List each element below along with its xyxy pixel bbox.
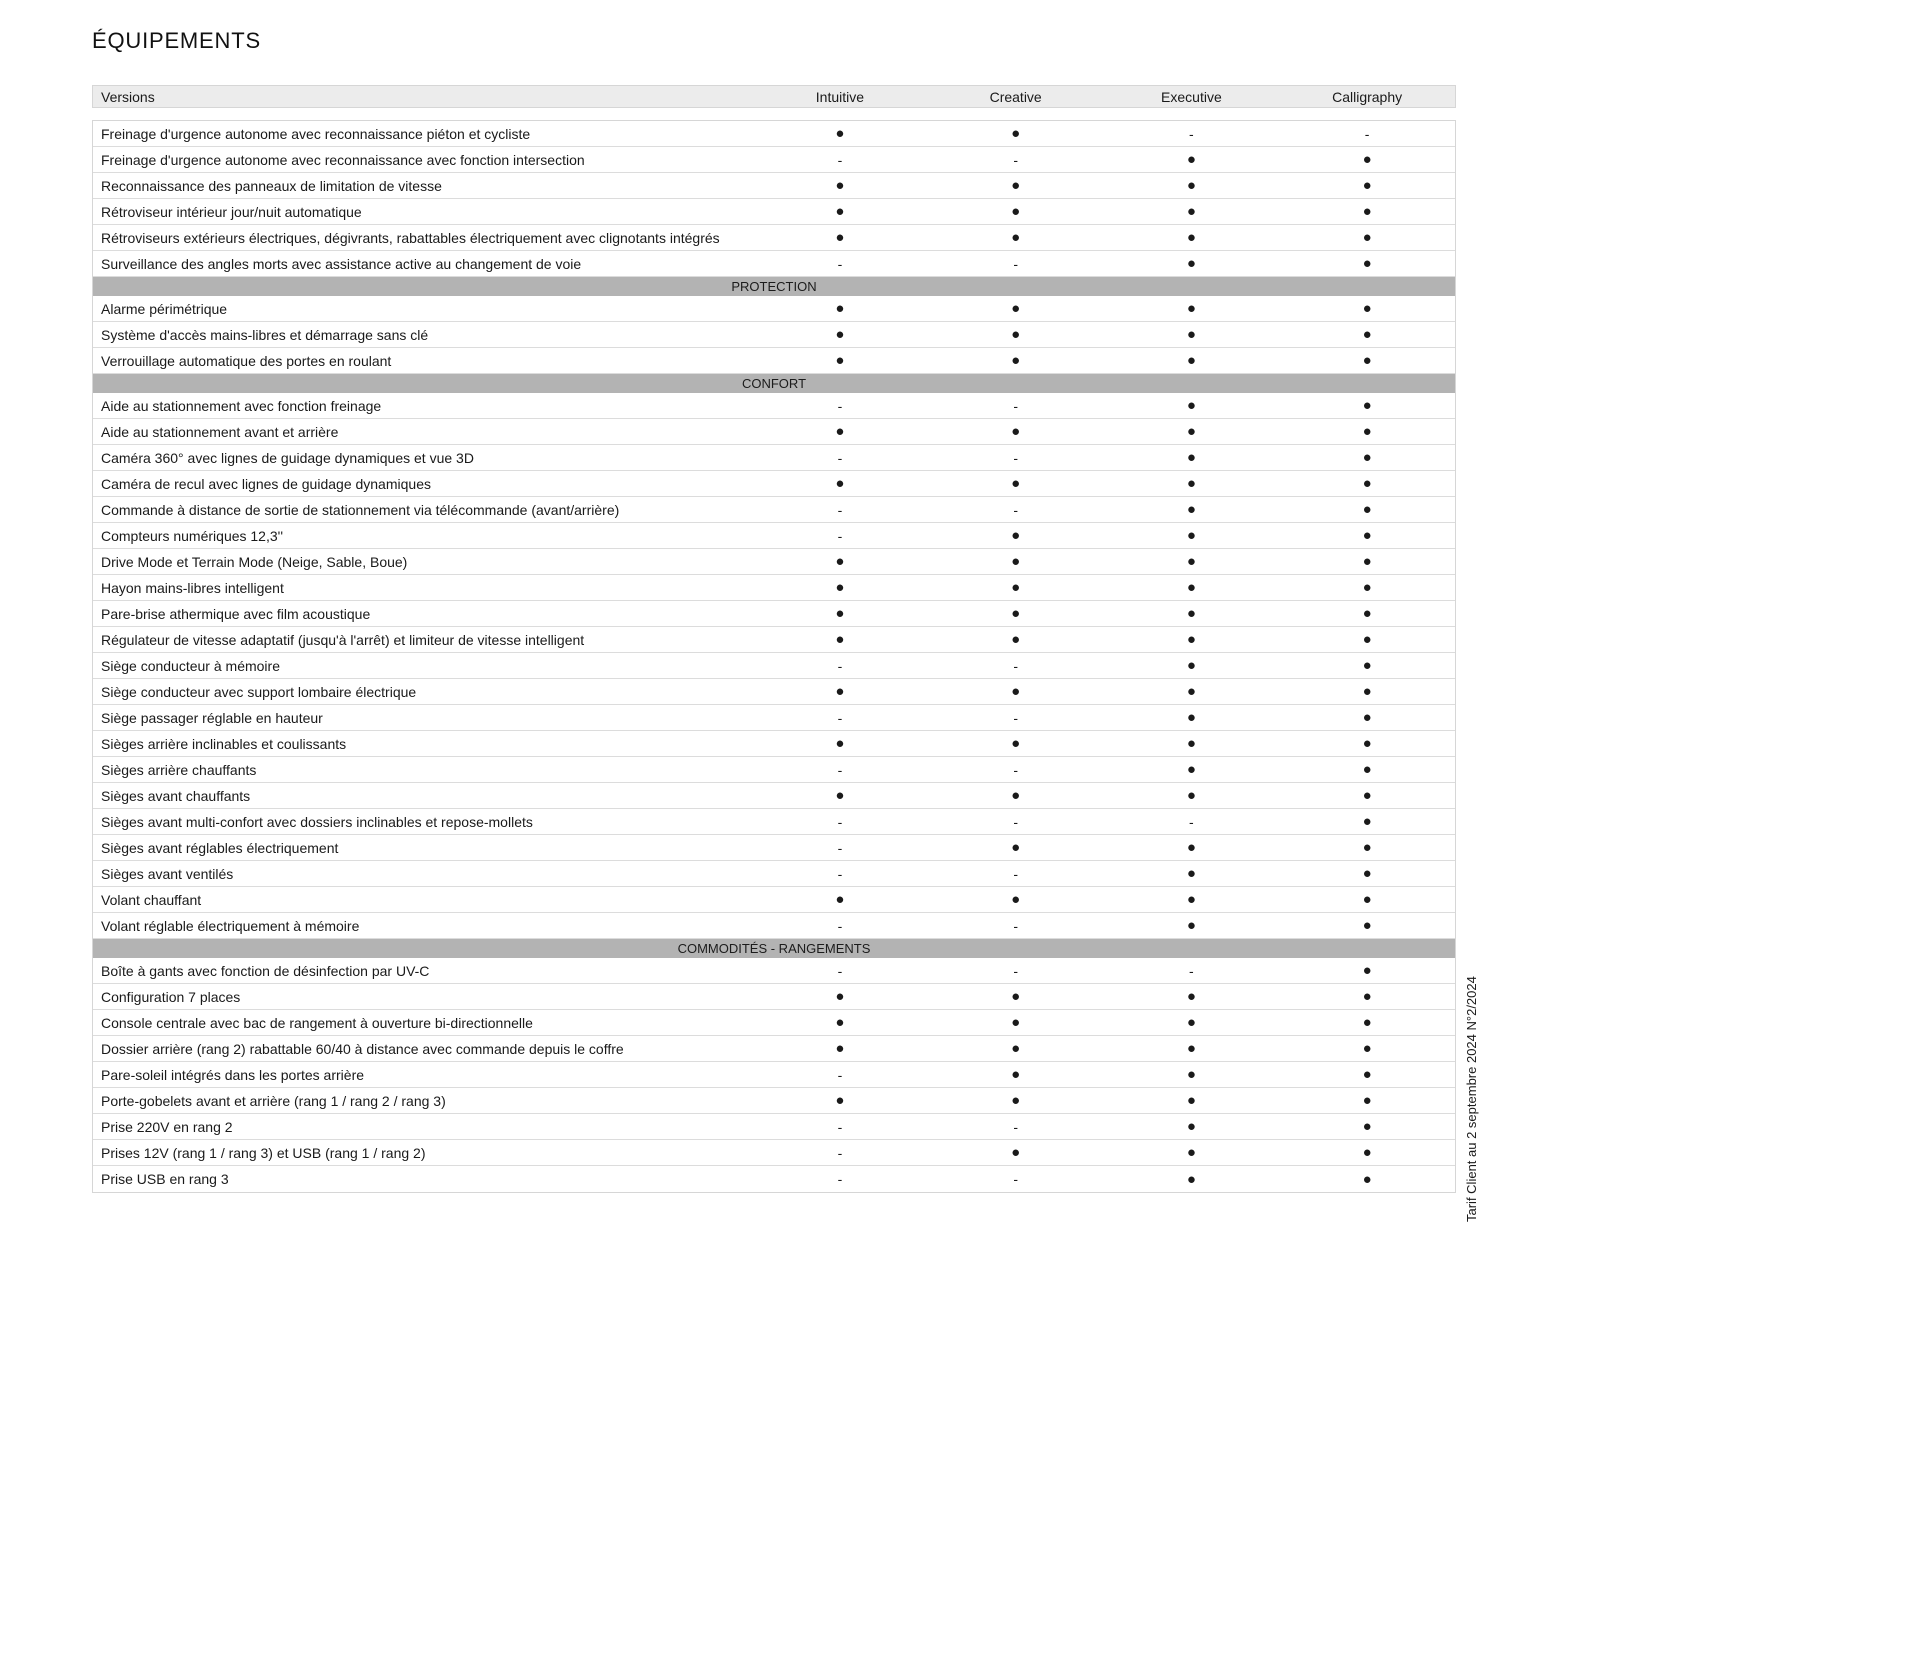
included-dot: ●: [835, 988, 845, 1005]
row-label: Verrouillage automatique des portes en roulant: [101, 352, 392, 369]
row-label: Pare-brise athermique avec film acoustique: [101, 605, 371, 622]
included-dot: ●: [835, 326, 845, 343]
included-dot: ●: [1011, 125, 1021, 142]
page-title: ÉQUIPEMENTS: [92, 28, 261, 53]
row-label: Freinage d'urgence autonome avec reconnaissance piéton et cycliste: [101, 125, 531, 142]
included-dot: ●: [1362, 397, 1372, 414]
included-dot: ●: [1186, 988, 1196, 1005]
included-dot: ●: [1011, 177, 1021, 194]
side-note: Tarif Client au 2 septembre 2024 N°2/2024: [1464, 976, 1479, 1222]
table-row: [93, 984, 1455, 1010]
row-label: Hayon mains-libres intelligent: [101, 579, 284, 596]
column-header-intuitive: Intuitive: [815, 88, 865, 105]
included-dot: ●: [1362, 813, 1372, 830]
row-label: Prise 220V en rang 2: [101, 1118, 233, 1135]
included-dot: ●: [1362, 761, 1372, 778]
table-row: [93, 913, 1455, 939]
included-dot: ●: [1362, 1066, 1372, 1083]
row-label: Alarme périmétrique: [101, 300, 228, 317]
included-dot: ●: [1186, 326, 1196, 343]
included-dot: ●: [835, 787, 845, 804]
not-available-dash: -: [837, 501, 843, 518]
included-dot: ●: [1186, 177, 1196, 194]
row-label: Commande à distance de sortie de stationnement via télécommande (avant/arrière): [101, 501, 620, 518]
not-available-dash: -: [837, 527, 843, 544]
included-dot: ●: [1186, 1144, 1196, 1161]
table-row: [93, 348, 1455, 374]
included-dot: ●: [1011, 1066, 1021, 1083]
row-label: Caméra de recul avec lignes de guidage dynamiques: [101, 475, 431, 492]
column-header-calligraphy: Calligraphy: [1332, 88, 1403, 105]
row-label: Siège conducteur à mémoire: [101, 657, 280, 674]
included-dot: ●: [1186, 657, 1196, 674]
not-available-dash: -: [1013, 813, 1018, 830]
not-available-dash: -: [1013, 1118, 1018, 1135]
row-label: Siège passager réglable en hauteur: [101, 709, 323, 726]
included-dot: ●: [1011, 683, 1021, 700]
included-dot: ●: [1362, 605, 1372, 622]
table-row: [93, 1166, 1455, 1192]
included-dot: ●: [1362, 787, 1372, 804]
not-available-dash: -: [837, 917, 843, 934]
not-available-dash: -: [1013, 962, 1018, 979]
not-available-dash: -: [1189, 962, 1194, 979]
versions-header: Versions: [101, 88, 155, 105]
included-dot: ●: [1011, 891, 1021, 908]
included-dot: ●: [1362, 579, 1372, 596]
row-label: Prises 12V (rang 1 / rang 3) et USB (rang 1 / rang 2): [101, 1144, 426, 1161]
included-dot: ●: [1186, 423, 1196, 440]
not-available-dash: -: [1013, 917, 1018, 934]
table-row: [93, 783, 1455, 809]
not-available-dash: -: [1189, 125, 1194, 142]
not-available-dash: -: [1013, 501, 1018, 518]
row-label: Sièges avant ventilés: [101, 865, 234, 882]
table-row: [93, 445, 1455, 471]
included-dot: ●: [1011, 527, 1021, 544]
included-dot: ●: [835, 579, 845, 596]
not-available-dash: -: [837, 761, 843, 778]
table-row: [93, 549, 1455, 575]
row-label: Régulateur de vitesse adaptatif (jusqu'à l'arrêt) et limiteur de vitesse intelligent: [101, 631, 585, 648]
included-dot: ●: [1362, 475, 1372, 492]
equipment-table: [92, 85, 1456, 1193]
included-dot: ●: [1362, 553, 1372, 570]
not-available-dash: -: [837, 709, 843, 726]
included-dot: ●: [1186, 709, 1196, 726]
not-available-dash: -: [1013, 1171, 1018, 1187]
included-dot: ●: [1186, 917, 1196, 934]
included-dot: ●: [1362, 255, 1372, 272]
row-label: Aide au stationnement avec fonction freinage: [101, 397, 382, 414]
included-dot: ●: [835, 229, 845, 246]
table-row: [93, 147, 1455, 173]
table-row: [93, 1036, 1455, 1062]
included-dot: ●: [1362, 1014, 1372, 1031]
included-dot: ●: [835, 1092, 845, 1109]
not-available-dash: -: [837, 1144, 843, 1161]
row-label: Sièges avant multi-confort avec dossiers inclinables et repose-mollets: [101, 813, 533, 830]
not-available-dash: -: [837, 657, 843, 674]
table-row: [93, 575, 1455, 601]
included-dot: ●: [1186, 255, 1196, 272]
included-dot: ●: [1186, 553, 1196, 570]
included-dot: ●: [1186, 761, 1196, 778]
row-label: Compteurs numériques 12,3'': [101, 527, 283, 544]
included-dot: ●: [1011, 352, 1021, 369]
not-available-dash: -: [1013, 761, 1018, 778]
included-dot: ●: [835, 125, 845, 142]
not-available-dash: -: [1013, 657, 1018, 674]
table-row: [93, 679, 1455, 705]
included-dot: ●: [1362, 326, 1372, 343]
not-available-dash: -: [837, 151, 843, 168]
column-header-creative: Creative: [989, 88, 1042, 105]
included-dot: ●: [1186, 605, 1196, 622]
included-dot: ●: [1011, 1092, 1021, 1109]
row-label: Freinage d'urgence autonome avec reconnaissance avec fonction intersection: [101, 151, 585, 168]
not-available-dash: -: [1013, 865, 1018, 882]
not-available-dash: -: [1013, 449, 1018, 466]
included-dot: ●: [835, 352, 845, 369]
included-dot: ●: [1362, 501, 1372, 518]
included-dot: ●: [1186, 683, 1196, 700]
row-label: Rétroviseur intérieur jour/nuit automatique: [101, 203, 362, 220]
included-dot: ●: [835, 631, 845, 648]
table-row: [93, 958, 1455, 984]
included-dot: ●: [1362, 709, 1372, 726]
included-dot: ●: [1362, 631, 1372, 648]
row-label: Drive Mode et Terrain Mode (Neige, Sable, Boue): [101, 553, 408, 570]
row-label: Sièges arrière chauffants: [101, 761, 257, 778]
table-row: [93, 296, 1455, 322]
included-dot: ●: [1186, 631, 1196, 648]
table-row: [93, 173, 1455, 199]
included-dot: ●: [835, 605, 845, 622]
included-dot: ●: [1362, 423, 1372, 440]
included-dot: ●: [1186, 300, 1196, 317]
included-dot: ●: [1362, 1118, 1372, 1135]
included-dot: ●: [1362, 657, 1372, 674]
row-label: Caméra 360° avec lignes de guidage dynamiques et vue 3D: [101, 449, 474, 466]
included-dot: ●: [835, 735, 845, 752]
included-dot: ●: [835, 683, 845, 700]
included-dot: ●: [1011, 553, 1021, 570]
included-dot: ●: [1186, 527, 1196, 544]
row-label: Prise USB en rang 3: [101, 1171, 229, 1187]
row-label: Reconnaissance des panneaux de limitation de vitesse: [101, 177, 442, 194]
table-row: [93, 1088, 1455, 1114]
table-row: [93, 887, 1455, 913]
included-dot: ●: [1186, 1014, 1196, 1031]
included-dot: ●: [1011, 423, 1021, 440]
included-dot: ●: [835, 1014, 845, 1031]
table-row: [93, 861, 1455, 887]
included-dot: ●: [1362, 865, 1372, 882]
table-row: [93, 251, 1455, 277]
included-dot: ●: [1186, 1092, 1196, 1109]
included-dot: ●: [1362, 229, 1372, 246]
not-available-dash: -: [1013, 709, 1018, 726]
table-row: [93, 653, 1455, 679]
included-dot: ●: [1186, 203, 1196, 220]
table-row: [93, 322, 1455, 348]
table-row: [93, 1062, 1455, 1088]
table-row: [93, 809, 1455, 835]
included-dot: ●: [835, 300, 845, 317]
row-label: Console centrale avec bac de rangement à ouverture bi-directionnelle: [101, 1014, 533, 1031]
included-dot: ●: [1362, 151, 1372, 168]
included-dot: ●: [1011, 988, 1021, 1005]
not-available-dash: -: [1189, 813, 1194, 830]
table-row: [93, 419, 1455, 445]
included-dot: ●: [1362, 1144, 1372, 1161]
section-header: COMMODITÉS - RANGEMENTS: [93, 939, 1455, 958]
included-dot: ●: [1186, 735, 1196, 752]
included-dot: ●: [1011, 1040, 1021, 1057]
row-label: Surveillance des angles morts avec assistance active au changement de voie: [101, 255, 582, 272]
table-row: [93, 523, 1455, 549]
table-row: [93, 627, 1455, 653]
included-dot: ●: [1186, 1118, 1196, 1135]
included-dot: ●: [1186, 1040, 1196, 1057]
included-dot: ●: [1362, 300, 1372, 317]
table-row: [93, 121, 1455, 147]
table-row: [93, 757, 1455, 783]
included-dot: ●: [1186, 1066, 1196, 1083]
included-dot: ●: [1186, 397, 1196, 414]
table-row: [93, 835, 1455, 861]
row-label: Rétroviseurs extérieurs électriques, dégivrants, rabattables électriquement avec clignotants intégrés: [101, 229, 720, 246]
section-header: PROTECTION: [93, 277, 1455, 296]
included-dot: ●: [1362, 527, 1372, 544]
included-dot: ●: [1362, 839, 1372, 856]
included-dot: ●: [1011, 1144, 1021, 1161]
table-row: [93, 1140, 1455, 1166]
not-available-dash: -: [1013, 397, 1018, 414]
included-dot: ●: [1011, 605, 1021, 622]
included-dot: ●: [835, 1040, 845, 1057]
included-dot: ●: [1186, 475, 1196, 492]
included-dot: ●: [1186, 352, 1196, 369]
included-dot: ●: [1186, 865, 1196, 882]
included-dot: ●: [835, 475, 845, 492]
included-dot: ●: [835, 553, 845, 570]
included-dot: ●: [1362, 449, 1372, 466]
included-dot: ●: [1011, 839, 1021, 856]
table-row: [93, 471, 1455, 497]
not-available-dash: -: [837, 865, 843, 882]
table-row: [93, 601, 1455, 627]
not-available-dash: -: [837, 962, 843, 979]
included-dot: ●: [835, 891, 845, 908]
included-dot: ●: [1011, 203, 1021, 220]
not-available-dash: -: [1364, 125, 1370, 142]
included-dot: ●: [1186, 229, 1196, 246]
included-dot: ●: [1362, 683, 1372, 700]
included-dot: ●: [1011, 326, 1021, 343]
not-available-dash: -: [837, 449, 843, 466]
included-dot: ●: [835, 423, 845, 440]
table-row: [93, 1114, 1455, 1140]
table-row: [93, 199, 1455, 225]
included-dot: ●: [1362, 988, 1372, 1005]
included-dot: ●: [1362, 1170, 1372, 1188]
table-row: [93, 225, 1455, 251]
table-row: [93, 705, 1455, 731]
included-dot: ●: [1362, 177, 1372, 194]
not-available-dash: -: [1013, 151, 1018, 168]
included-dot: ●: [1362, 352, 1372, 369]
included-dot: ●: [835, 203, 845, 220]
table-row: [93, 393, 1455, 419]
included-dot: ●: [1011, 475, 1021, 492]
included-dot: ●: [1011, 735, 1021, 752]
included-dot: ●: [1011, 229, 1021, 246]
not-available-dash: -: [1013, 255, 1018, 272]
included-dot: ●: [835, 177, 845, 194]
row-label: Sièges arrière inclinables et coulissants: [101, 735, 347, 752]
included-dot: ●: [1362, 962, 1372, 979]
included-dot: ●: [1362, 203, 1372, 220]
column-header-executive: Executive: [1161, 88, 1222, 105]
not-available-dash: -: [837, 397, 843, 414]
row-label: Volant réglable électriquement à mémoire: [101, 917, 360, 934]
not-available-dash: -: [837, 813, 843, 830]
section-header: CONFORT: [93, 374, 1455, 393]
included-dot: ●: [1011, 1014, 1021, 1031]
included-dot: ●: [1011, 300, 1021, 317]
included-dot: ●: [1362, 735, 1372, 752]
not-available-dash: -: [837, 1066, 843, 1083]
not-available-dash: -: [837, 1118, 843, 1135]
included-dot: ●: [1011, 631, 1021, 648]
table-row: [93, 731, 1455, 757]
row-label: Configuration 7 places: [101, 988, 241, 1005]
table-body: [92, 120, 1456, 1193]
row-label: Système d'accès mains-libres et démarrage sans clé: [101, 326, 429, 343]
row-label: Sièges avant réglables électriquement: [101, 839, 339, 856]
included-dot: ●: [1362, 891, 1372, 908]
table-header-row: [92, 85, 1456, 108]
row-label: Dossier arrière (rang 2) rabattable 60/40 à distance avec commande depuis le coffre: [101, 1040, 624, 1057]
row-label: Volant chauffant: [101, 891, 202, 908]
included-dot: ●: [1186, 501, 1196, 518]
included-dot: ●: [1186, 839, 1196, 856]
included-dot: ●: [1011, 579, 1021, 596]
table-row: [93, 1010, 1455, 1036]
included-dot: ●: [1362, 1040, 1372, 1057]
row-label: Aide au stationnement avant et arrière: [101, 423, 339, 440]
not-available-dash: -: [837, 255, 843, 272]
row-label: Pare-soleil intégrés dans les portes arrière: [101, 1066, 365, 1083]
included-dot: ●: [1186, 787, 1196, 804]
included-dot: ●: [1362, 917, 1372, 934]
included-dot: ●: [1186, 151, 1196, 168]
row-label: Porte-gobelets avant et arrière (rang 1 / rang 2 / rang 3): [101, 1092, 446, 1109]
included-dot: ●: [1186, 1170, 1196, 1188]
row-label: Boîte à gants avec fonction de désinfection par UV-C: [101, 962, 430, 979]
not-available-dash: -: [837, 1171, 843, 1187]
row-label: Sièges avant chauffants: [101, 787, 251, 804]
included-dot: ●: [1186, 891, 1196, 908]
row-label: Siège conducteur avec support lombaire électrique: [101, 683, 417, 700]
included-dot: ●: [1011, 787, 1021, 804]
not-available-dash: -: [837, 839, 843, 856]
included-dot: ●: [1186, 449, 1196, 466]
included-dot: ●: [1186, 579, 1196, 596]
table-row: [93, 497, 1455, 523]
included-dot: ●: [1362, 1092, 1372, 1109]
